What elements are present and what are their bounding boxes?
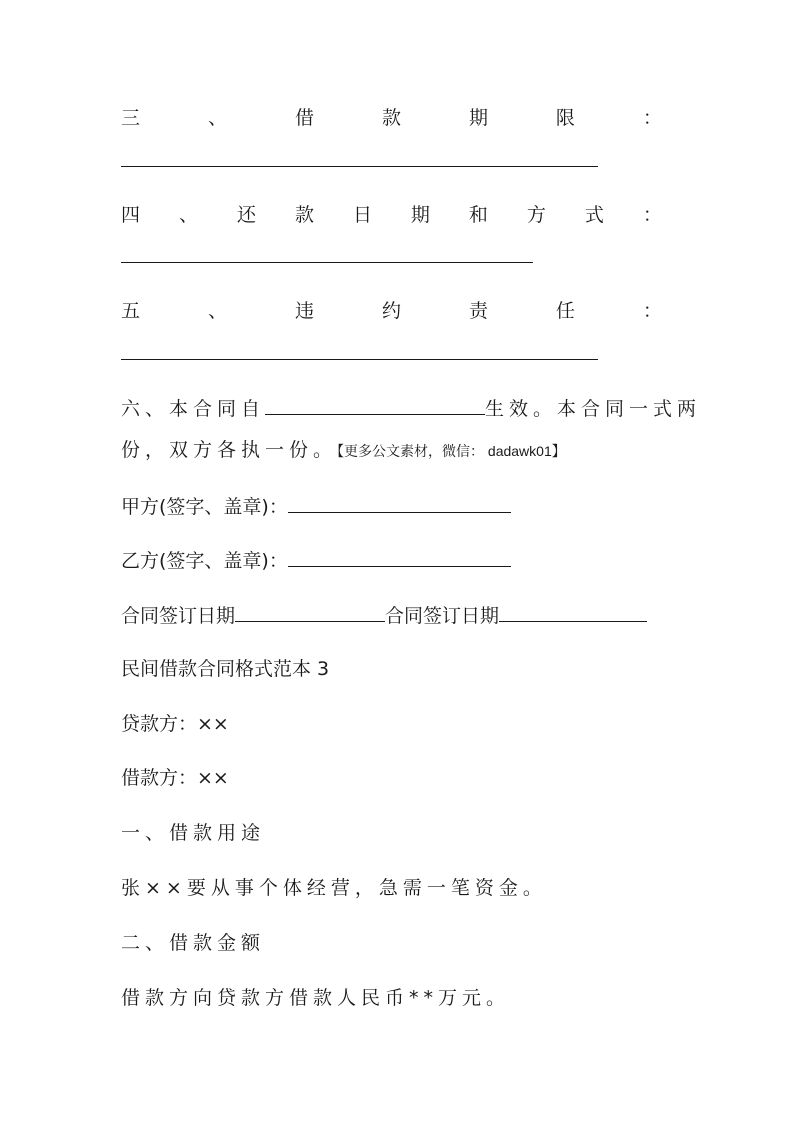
lender-line: 贷款方：×× [121,713,229,735]
sign-date-blank-2 [499,603,647,622]
char: 任 [555,300,575,322]
party-a-label: 甲方(签字、盖章)： [121,496,288,518]
promo-note: 【更多公文素材，微信： dadawk01】 [337,443,566,459]
section-6-line-1 [121,396,701,421]
party-b-label: 乙方(签字、盖章)： [121,550,288,572]
char: 还 [236,204,256,226]
char: 期 [468,107,488,129]
char: 约 [381,300,401,322]
char: 方 [526,204,546,226]
char: 四 [121,204,141,226]
char: ： [642,107,662,129]
char: 违 [294,300,314,322]
char: 、 [207,107,227,129]
section-4-blank-line [121,262,533,263]
borrower-line: 借款方：×× [121,767,229,789]
sign-date-line [121,603,647,628]
section-6-text: 份，双方各执一份。 [121,439,338,461]
party-a-signature-blank [288,494,511,513]
amount-heading: 二、借款金额 [121,932,266,954]
char: 和 [468,204,488,226]
char: 三 [121,107,141,129]
template-3-title: 民间借款合同格式范本 3 [121,658,330,680]
char: 五 [121,300,141,322]
section-4-heading [121,203,662,227]
char: 借 [294,107,314,129]
section-6-line-2 [121,438,566,463]
char: 期 [410,204,430,226]
char: 款 [294,204,314,226]
purpose-heading: 一、借款用途 [121,822,266,844]
section-6-prefix: 六、本合同自 [121,398,266,420]
effective-date-blank [265,396,485,415]
party-b-line [121,548,511,573]
party-a-line [121,494,511,519]
amount-text: 借款方向贷款方借款人民币**万元。 [121,987,511,1009]
char: 款 [381,107,401,129]
char: ： [642,300,662,322]
section-3-heading [121,106,662,130]
section-5-blank-line [121,359,598,360]
char: 责 [468,300,488,322]
section-6-suffix: 生效。本合同一式两 [485,398,702,420]
char: 、 [178,204,198,226]
sign-date-label-2: 合同签订日期 [385,605,500,627]
purpose-text: 张××要从事个体经营，急需一笔资金。 [121,877,547,899]
section-3-blank-line [121,166,598,167]
char: 、 [207,300,227,322]
party-b-signature-blank [288,548,511,567]
section-5-heading [121,299,662,323]
char: 限 [555,107,575,129]
char: 日 [352,204,372,226]
sign-date-blank-1 [235,603,385,622]
sign-date-label-1: 合同签订日期 [121,605,236,627]
char: 式 [584,204,604,226]
char: ： [642,204,662,226]
